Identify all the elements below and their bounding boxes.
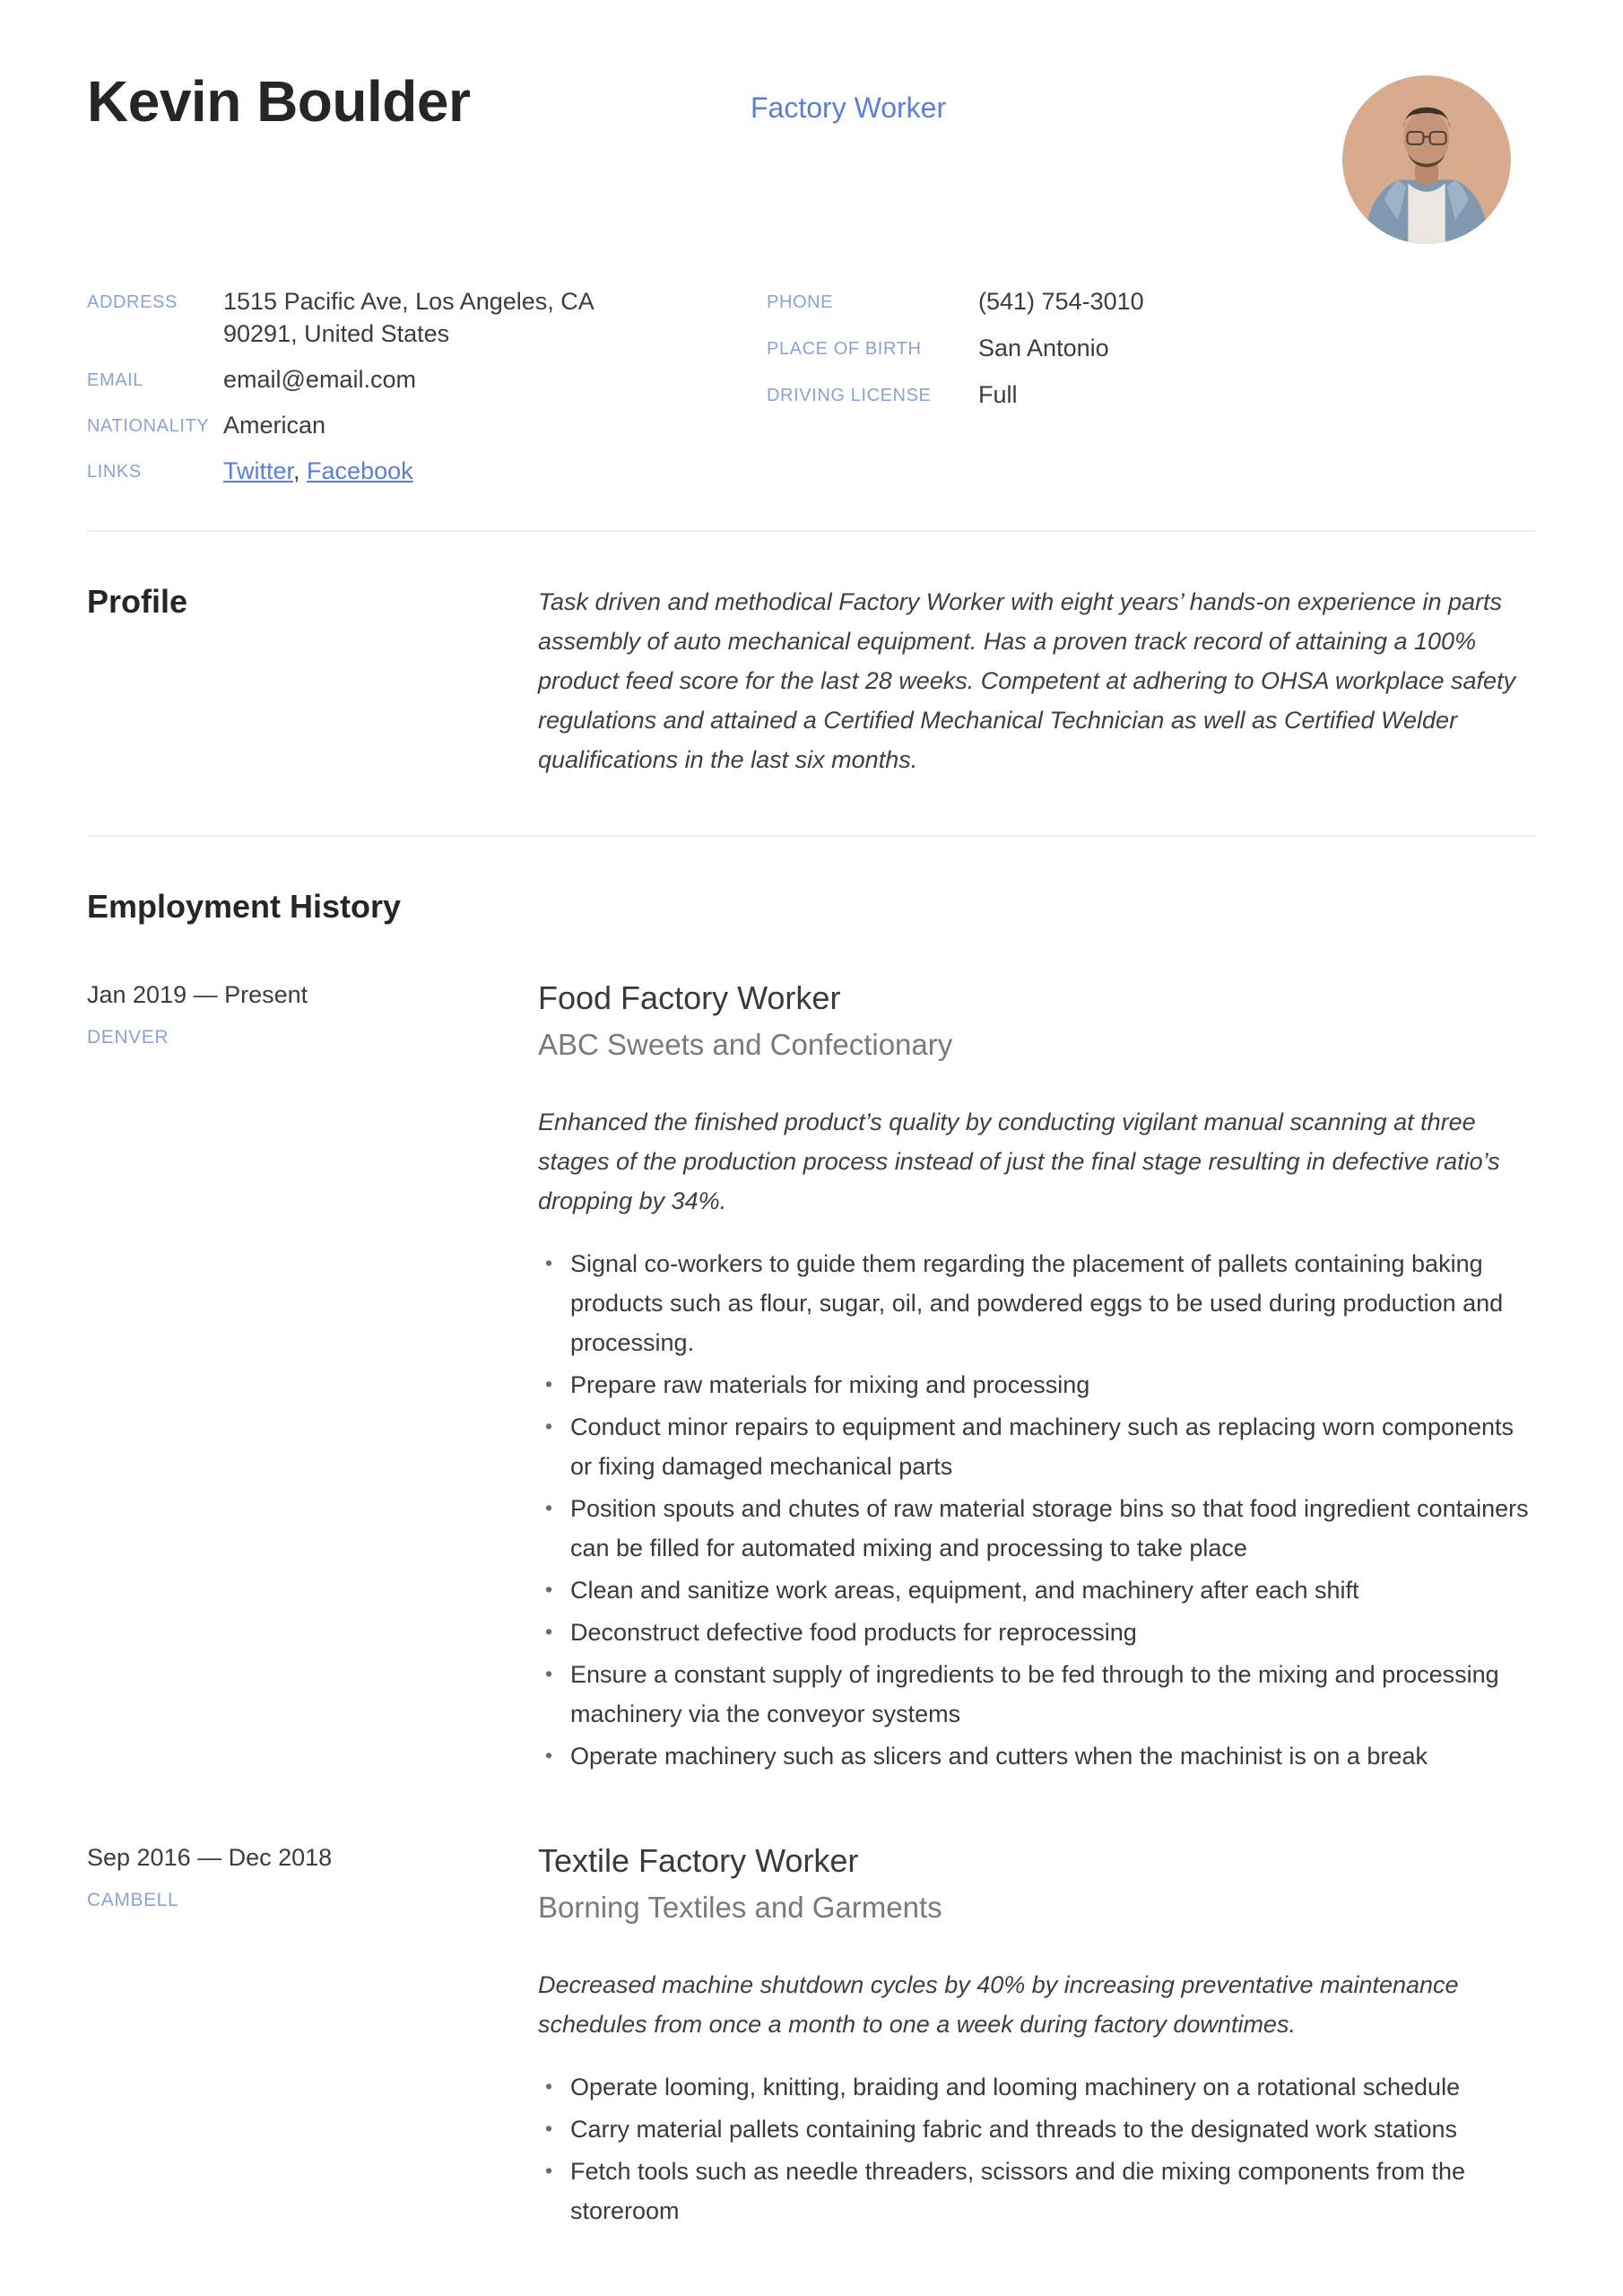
job-bullet: • Clean and sanitize work areas, equipment, and machinery after each shift bbox=[538, 1570, 1536, 1610]
section-divider-top bbox=[87, 530, 1536, 532]
contact-label-links: LINKS bbox=[87, 462, 142, 482]
job-bullet: • Ensure a constant supply of ingredients to be fed through to the mixing and processing machinery via the conveyor systems bbox=[538, 1655, 1536, 1734]
job-location: DENVER bbox=[87, 1027, 169, 1048]
contact-value-phone: (541) 754-3010 bbox=[978, 288, 1144, 315]
contact-details bbox=[87, 285, 1536, 487]
job-dates: Jan 2019 — Present bbox=[87, 981, 308, 1008]
contact-label-place-of-birth: PLACE OF BIRTH bbox=[767, 339, 922, 359]
contact-left-column bbox=[87, 285, 767, 487]
job-meta-column bbox=[87, 1841, 538, 2233]
job-bullet: • Fetch tools such as needle threaders, scissors and die mixing components from the storeroom bbox=[538, 2152, 1536, 2231]
contact-label-driving-license: DRIVING LICENSE bbox=[767, 386, 932, 405]
person-portrait-illustration bbox=[1342, 75, 1511, 244]
job-title: Textile Factory Worker bbox=[538, 1842, 859, 1879]
job-detail-column bbox=[538, 978, 1536, 1779]
contact-label-email: EMAIL bbox=[87, 370, 144, 390]
job-bullet: • Operate looming, knitting, braiding and looming machinery on a rotational schedule bbox=[538, 2067, 1536, 2107]
employment-entry-2 bbox=[87, 1841, 1536, 2233]
contact-value-place-of-birth: San Antonio bbox=[978, 335, 1109, 361]
job-detail-column bbox=[538, 1841, 1536, 2233]
section-heading-employment-history: Employment History bbox=[87, 888, 402, 925]
section-heading-profile: Profile bbox=[87, 583, 188, 620]
candidate-name: Kevin Boulder bbox=[87, 69, 471, 134]
address-line-1: 1515 Pacific Ave, Los Angeles, CA bbox=[223, 288, 595, 315]
job-title: Food Factory Worker bbox=[538, 979, 841, 1016]
job-company: Borning Textiles and Garments bbox=[538, 1891, 942, 1924]
contact-value-driving-license: Full bbox=[978, 381, 1018, 408]
job-bullet: • Operate machinery such as slicers and cutters when the machinist is on a break bbox=[538, 1736, 1536, 1776]
job-bullet: • Deconstruct defective food products for reprocessing bbox=[538, 1613, 1536, 1652]
candidate-job-title: Factory Worker bbox=[751, 91, 947, 124]
twitter-link[interactable]: Twitter bbox=[223, 457, 294, 484]
profile-section bbox=[87, 582, 1536, 779]
job-dates: Sep 2016 — Dec 2018 bbox=[87, 1844, 333, 1871]
profile-text: Task driven and methodical Factory Worker with eight years’ hands-on experience in parts assembly of auto mechanical equipment. Has a proven track record of attaining a 100% product feed score for the last 28 weeks. Competent at adhering to OHSA workplace safety regulations and attained a Certified Mechanical Technician as well as Certified Welder qualifications in the last six months. bbox=[538, 588, 1516, 773]
job-bullet: • Position spouts and chutes of raw material storage bins so that food ingredient containers can be filled for automated mixing and processing to take place bbox=[538, 1489, 1536, 1568]
job-bullet-list bbox=[538, 2067, 1536, 2231]
job-summary: Decreased machine shutdown cycles by 40% by increasing preventative maintenance schedules from once a month to one a week during factory downtimes. bbox=[538, 1971, 1459, 2038]
job-summary: Enhanced the finished product’s quality by conducting vigilant manual scanning at three stages of the production process instead of just the final stage resulting in defective ratio’s dropping by 34%. bbox=[538, 1109, 1500, 1214]
job-bullet: • Carry material pallets containing fabric and threads to the designated work stations bbox=[538, 2109, 1536, 2149]
contact-label-nationality: NATIONALITY bbox=[87, 416, 210, 436]
job-meta-column bbox=[87, 978, 538, 1779]
job-bullet: • Conduct minor repairs to equipment and machinery such as replacing worn components or fixing damaged mechanical parts bbox=[538, 1407, 1536, 1486]
job-location: CAMBELL bbox=[87, 1890, 179, 1910]
contact-value-email: email@email.com bbox=[223, 366, 416, 393]
contact-label-address: ADDRESS bbox=[87, 292, 178, 312]
contact-value-nationality: American bbox=[223, 412, 326, 439]
resume-header bbox=[87, 70, 1536, 274]
job-company: ABC Sweets and Confectionary bbox=[538, 1028, 953, 1061]
facebook-link[interactable]: Facebook bbox=[307, 457, 413, 484]
profile-photo bbox=[1342, 75, 1511, 244]
contact-value-links bbox=[223, 455, 645, 487]
contact-label-phone: PHONE bbox=[767, 292, 834, 312]
link-separator: , bbox=[293, 457, 308, 484]
employment-history-section bbox=[87, 887, 1536, 926]
job-bullet: • Signal co-workers to guide them regarding the placement of pallets containing baking products such as flour, sugar, oil, and powdered eggs to be used during production and processing. bbox=[538, 1244, 1536, 1362]
employment-entry-1 bbox=[87, 978, 1536, 1779]
section-divider-middle bbox=[87, 835, 1536, 837]
job-bullet-list bbox=[538, 1244, 1536, 1776]
contact-value-address bbox=[223, 285, 645, 350]
address-line-2: 90291, United States bbox=[223, 320, 450, 347]
contact-right-column bbox=[767, 285, 1536, 487]
job-bullet: • Prepare raw materials for mixing and processing bbox=[538, 1365, 1536, 1405]
